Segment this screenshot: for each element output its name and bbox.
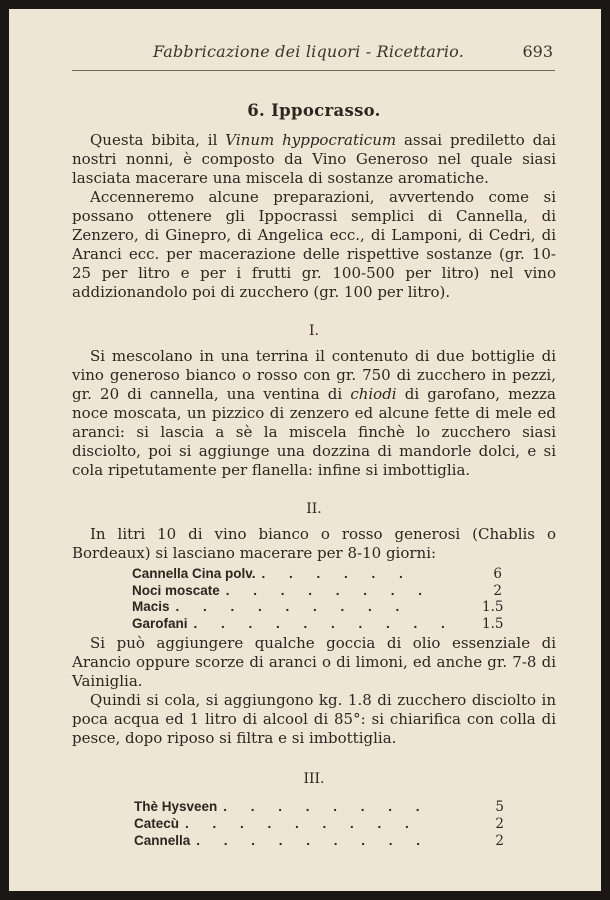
ingredient-name: Noci moscate bbox=[132, 582, 220, 598]
running-header bbox=[71, 42, 555, 66]
ingredient-qty: 2 bbox=[495, 815, 504, 832]
leader-dots: . . . . . . . . . bbox=[175, 599, 410, 615]
ingredient-qty: 6 bbox=[493, 566, 502, 582]
recipe-1-numeral: I. bbox=[309, 323, 319, 339]
recipe-1-text-end: di garofano, mezza noce moscata, un pizzico di zenzero ed alcune fette di mele ed aranci: si lascia a sè la miscela finchè lo zucchero siasi disciolto, poi si aggiunge una dozzina di mandorle dolci, e si cola ripetutamente per flanella: infine si imbottiglia. bbox=[72, 385, 556, 479]
recipe-2-numeral: II. bbox=[306, 501, 322, 517]
book-page bbox=[9, 9, 601, 891]
recipe-3-ingredients bbox=[134, 797, 504, 847]
recipe-2-ingredients bbox=[132, 564, 502, 630]
ingredient-row bbox=[132, 564, 502, 581]
leader-dots: . . . . . . . . . bbox=[185, 815, 419, 831]
ingredient-row bbox=[132, 581, 502, 598]
ingredient-row bbox=[132, 614, 502, 631]
ingredient-row bbox=[134, 797, 504, 814]
header-rule bbox=[72, 70, 555, 71]
leader-dots: . . . . . . bbox=[261, 566, 413, 581]
ingredient-qty: 5 bbox=[495, 799, 504, 816]
header-title: Fabbricazione dei liquori - Ricettario. bbox=[153, 42, 465, 61]
leader-dots: . . . . . . . . . bbox=[196, 832, 431, 848]
ingredient-name: Cannella bbox=[134, 832, 191, 848]
intro-p1-start: Questa bibita, il bbox=[90, 131, 226, 149]
ingredient-name: Thè Hysveen bbox=[134, 799, 218, 815]
section-heading: 6. Ippocrasso. bbox=[247, 101, 381, 120]
ingredient-name: Garofani bbox=[132, 615, 188, 631]
intro-paragraph-1 bbox=[72, 131, 556, 188]
leader-dots: . . . . . . . . bbox=[223, 799, 430, 815]
intro-p1-end: assai prediletto dai nostri nonni, è composto da Vino Generoso nel quale siasi lasciata macerare una miscela di sostanze aromatiche. bbox=[72, 131, 556, 187]
intro-p1-latin: Vinum hyppocraticum bbox=[225, 131, 397, 149]
intro-paragraph-2: Accenneremo alcune preparazioni, avvertendo come si possano ottenere gli Ippocrassi semplici di Cannella, di Zenzero, di Ginepro, di Angelica ecc., di Lamponi, di Cedri, di Aranci ecc. per macerazione delle rispettive sostanze (gr. 10-25 per litro e per i frutti gr. 100-500 per litro) nel vino addizionandolo poi di zucchero (gr. 100 per litro). bbox=[72, 188, 556, 301]
ingredient-row bbox=[132, 597, 502, 614]
leader-dots: . . . . . . . . bbox=[225, 582, 433, 598]
ingredient-name: Catecù bbox=[134, 815, 180, 831]
recipe-2-intro: In litri 10 di vino bianco o rosso generosi (Chablis o Bordeaux) si lasciano macerare per 8-10 giorni: bbox=[72, 525, 556, 562]
page-body bbox=[72, 101, 556, 847]
recipe-3-numeral: III. bbox=[303, 771, 325, 788]
recipe-1-text-start: Si mescolano in una terrina il contenuto di due bottiglie di vino generoso bianco o rosso con gr. 750 di zucchero in pezzi, gr. 20 di cannella, una ventina di bbox=[72, 347, 556, 403]
ingredient-qty: 2 bbox=[493, 582, 502, 599]
ingredient-row bbox=[134, 831, 504, 848]
ingredient-row bbox=[134, 814, 504, 831]
ingredient-qty: 2 bbox=[495, 832, 504, 849]
recipe-1-italic: chiodi bbox=[350, 385, 397, 403]
recipe-1-text bbox=[72, 347, 556, 480]
page-number: 693 bbox=[522, 42, 553, 61]
ingredient-name: Macis bbox=[132, 599, 170, 615]
leader-dots: . . . . . . . . . . bbox=[193, 615, 455, 631]
recipe-2-note-2: Quindi si cola, si aggiungono kg. 1.8 di zucchero disciolto in poca acqua ed 1 litro di alcool di 85°: si chiarifica con colla di pesce, dopo riposo si filtra e si imbottiglia. bbox=[72, 691, 556, 748]
ingredient-name: Cannella Cina polv. bbox=[132, 566, 256, 581]
ingredient-qty: 1.5 bbox=[482, 615, 504, 632]
ingredient-qty: 1.5 bbox=[482, 599, 504, 616]
recipe-2-note-1: Si può aggiungere qualche goccia di olio essenziale di Arancio oppure scorze di aranci o di limoni, ed anche gr. 7-8 di Vainiglia. bbox=[72, 634, 556, 691]
